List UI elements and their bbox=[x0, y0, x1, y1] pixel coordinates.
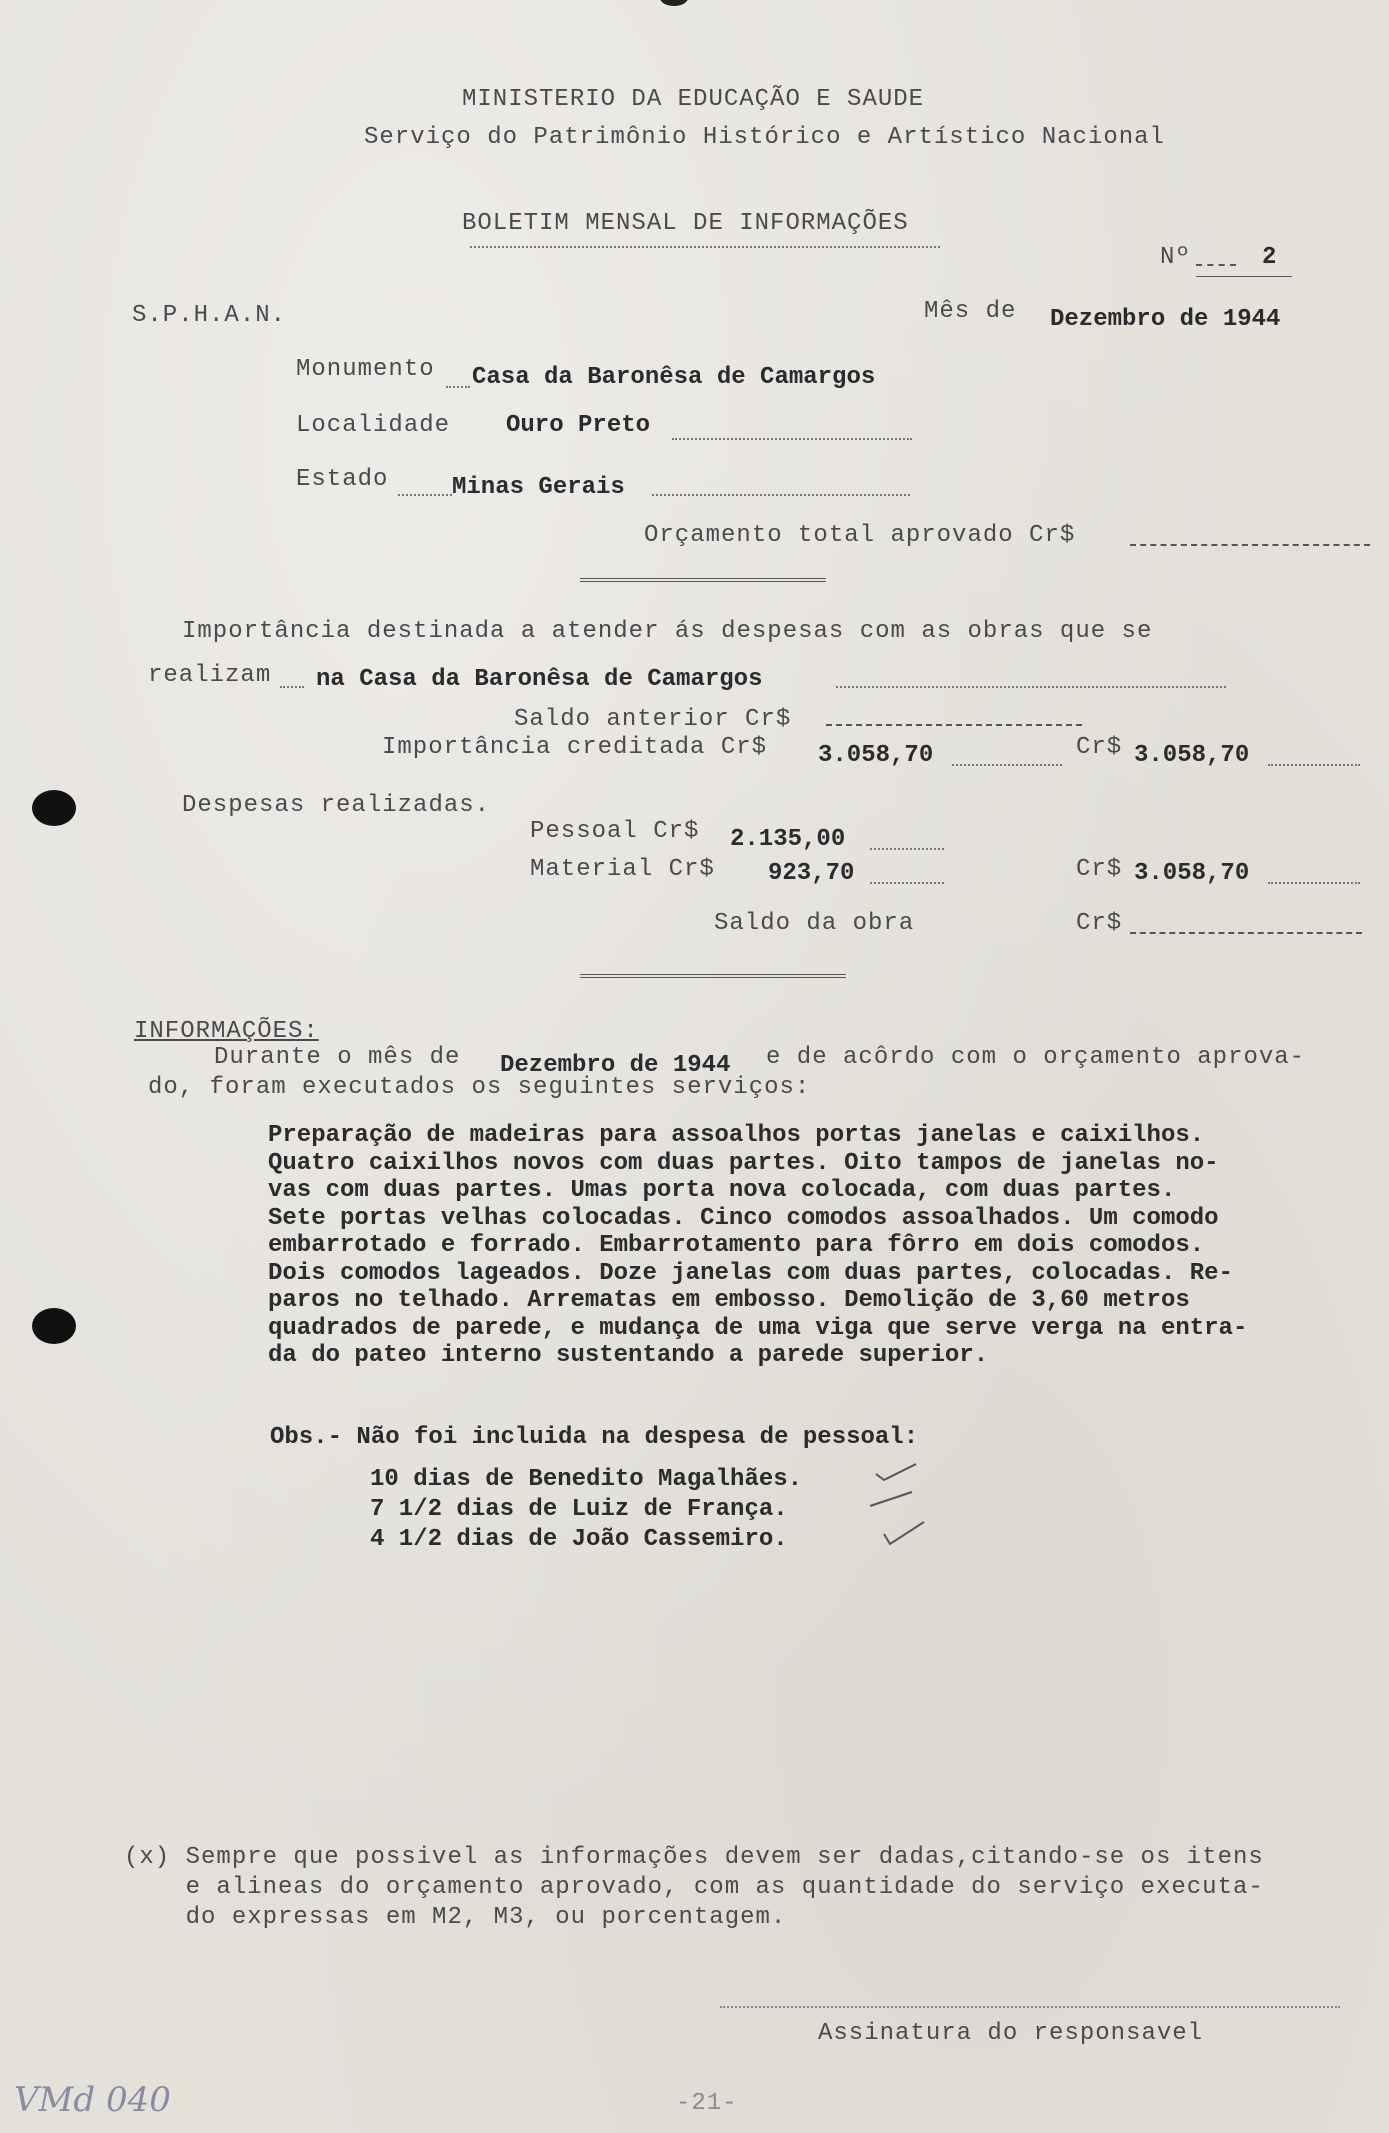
credited-label: Importância creditada Cr$ bbox=[382, 734, 768, 761]
credited-value: 3.058,70 bbox=[818, 742, 934, 769]
previous-balance-line bbox=[826, 724, 1082, 726]
service-line: paros no telhado. Arrematas em embosso. Demolição de 3,60 metros bbox=[268, 1287, 1190, 1314]
month-value: Dezembro de 1944 bbox=[1050, 306, 1281, 333]
archive-code: VMd 040 bbox=[14, 2080, 171, 2120]
checkmark-icon bbox=[880, 1516, 930, 1550]
information-intro-month: Dezembro de 1944 bbox=[500, 1052, 731, 1079]
intro-line-1: Importância destinada a atender ás despesas com as obras que se bbox=[182, 618, 1153, 645]
credited-dots bbox=[952, 764, 1062, 766]
monument-dots bbox=[446, 386, 470, 388]
service-line: Dois comodos lageados. Doze janelas com duas partes, colocadas. Re- bbox=[268, 1259, 1233, 1287]
footnote-line: (x) Sempre que possivel as informações devem ser dadas,citando-se os itens bbox=[124, 1844, 1264, 1871]
intro-realizam-value: na Casa da Baronêsa de Camargos bbox=[316, 666, 763, 693]
signature-label: Assinatura do responsavel bbox=[818, 2020, 1204, 2047]
monument-value: Casa da Baronêsa de Camargos bbox=[472, 364, 876, 391]
number-underline bbox=[1196, 276, 1292, 277]
work-balance-label: Saldo da obra bbox=[714, 910, 915, 937]
punch-hole-1 bbox=[32, 790, 76, 826]
previous-balance-label: Saldo anterior Cr$ bbox=[514, 706, 792, 733]
ministry-title: MINISTERIO DA EDUCAÇÃO E SAUDE bbox=[462, 86, 925, 113]
material-label: Material Cr$ bbox=[530, 856, 715, 883]
information-intro-a: Durante o mês de bbox=[214, 1044, 461, 1071]
number-label: Nº bbox=[1160, 244, 1191, 271]
checkmark-icon bbox=[872, 1458, 922, 1488]
service-line: Preparação de madeiras para assoalhos portas janelas e caixilhos. bbox=[268, 1122, 1205, 1149]
obs-item: 10 dias de Benedito Magalhães. bbox=[370, 1466, 803, 1493]
personnel-dots bbox=[870, 848, 944, 850]
credited-total-label: Cr$ bbox=[1076, 734, 1123, 761]
service-line: vas com duas partes. Umas porta nova colocada, com duas partes. bbox=[268, 1177, 1176, 1204]
obs-item: 4 1/2 dias de João Cassemiro. bbox=[370, 1526, 788, 1553]
service-line: Sete portas velhas colocadas. Cinco comodos assoalhados. Um comodo bbox=[268, 1204, 1219, 1232]
locality-value: Ouro Preto bbox=[506, 412, 651, 439]
work-balance-currency: Cr$ bbox=[1076, 910, 1123, 937]
checkmark-icon bbox=[866, 1486, 916, 1516]
intro-realizam-trail bbox=[836, 686, 1226, 688]
credited-total-dots bbox=[1268, 764, 1360, 766]
footnote-line: do expressas em M2, M3, ou porcentagem. bbox=[124, 1904, 787, 1931]
locality-label: Localidade bbox=[296, 412, 451, 439]
number-value: 2 bbox=[1262, 244, 1277, 271]
personnel-value: 2.135,00 bbox=[730, 826, 846, 853]
separator-1 bbox=[580, 578, 826, 582]
service-line: Quatro caixilhos novos com duas partes. Oito tampos de janelas no- bbox=[268, 1149, 1219, 1177]
monument-label: Monumento bbox=[296, 356, 435, 383]
page-number: -21- bbox=[676, 2090, 738, 2117]
state-label: Estado bbox=[296, 466, 389, 493]
service-line: quadrados de parede, e mudança de uma viga que serve verga na entra- bbox=[268, 1314, 1248, 1342]
locality-dots bbox=[672, 438, 912, 440]
expenses-total-value: 3.058,70 bbox=[1134, 860, 1250, 887]
state-value: Minas Gerais bbox=[452, 474, 625, 501]
work-balance-line bbox=[1130, 932, 1362, 934]
state-dots-b bbox=[652, 494, 910, 496]
punch-hole-2 bbox=[32, 1308, 76, 1344]
signature-line bbox=[720, 2006, 1340, 2008]
bulletin-title: BOLETIM MENSAL DE INFORMAÇÕES bbox=[462, 210, 909, 237]
expenses-total-label: Cr$ bbox=[1076, 856, 1123, 883]
personnel-label: Pessoal Cr$ bbox=[530, 818, 700, 845]
footnote-line: e alineas do orçamento aprovado, com as quantidade do serviço executa- bbox=[124, 1874, 1264, 1901]
obs-item: 7 1/2 dias de Luiz de França. bbox=[370, 1496, 788, 1523]
agency-label: S.P.H.A.N. bbox=[132, 302, 287, 329]
material-value: 923,70 bbox=[768, 860, 855, 887]
title-underline bbox=[470, 246, 940, 248]
separator-2 bbox=[580, 974, 846, 978]
service-line: embarrotado e forrado. Embarrotamento para fôrro em dois comodos. bbox=[268, 1232, 1205, 1259]
intro-realizam-dots bbox=[280, 686, 304, 688]
budget-line bbox=[1130, 544, 1370, 546]
budget-label: Orçamento total aprovado Cr$ bbox=[644, 522, 1076, 549]
information-intro-b: e de acôrdo com o orçamento aprova- bbox=[766, 1044, 1306, 1071]
credited-total-value: 3.058,70 bbox=[1134, 742, 1250, 769]
expenses-label: Despesas realizadas. bbox=[182, 792, 491, 819]
intro-realizam-label: realizam bbox=[148, 662, 272, 689]
number-dash bbox=[1196, 264, 1236, 266]
obs-label: Obs.- Não foi incluida na despesa de pessoal: bbox=[270, 1424, 919, 1451]
service-line: da do pateo interno sustentando a parede superior. bbox=[268, 1342, 989, 1369]
month-label: Mês de bbox=[924, 298, 1017, 325]
expenses-total-dots bbox=[1268, 882, 1360, 884]
top-mark bbox=[660, 0, 688, 6]
information-heading: INFORMAÇÕES: bbox=[134, 1018, 319, 1045]
information-intro-line2: do, foram executados os seguintes serviços: bbox=[148, 1074, 811, 1101]
state-dots-a bbox=[398, 494, 452, 496]
service-title: Serviço do Patrimônio Histórico e Artístico Nacional bbox=[364, 124, 1165, 151]
services-paragraph bbox=[268, 1122, 1247, 1370]
material-dots bbox=[870, 882, 944, 884]
